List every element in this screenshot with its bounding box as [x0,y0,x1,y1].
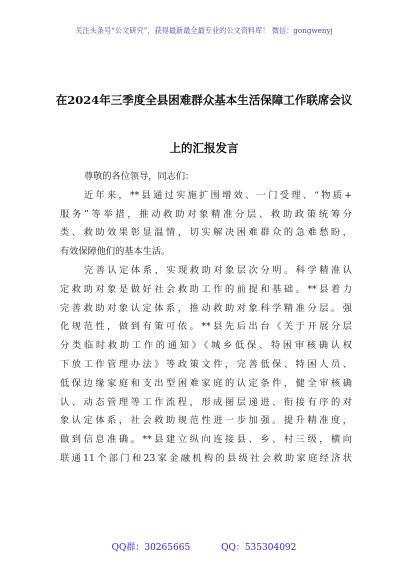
salutation: 尊敬的各位领导，同志们： [84,171,195,182]
footer-qq: QQ：535304092 [221,543,297,553]
document-body [60,168,352,469]
paragraph-line: 分类临时救助工作的通知》《城乡低保、特困审核确认权 [60,340,352,352]
paragraph-line: 完善认定体系，实现救助对象层次分明。科学精准认 [84,264,352,276]
paragraph-line: 做到信息准确。**县建立纵向连接县、乡、村三级，横向 [60,434,352,446]
paragraph-line: 化规范性，做到有策可依。**县先后出台《关于开展分层 [60,321,352,333]
paragraph-line: 类、救助效果彰显温情，切实解决困难群众的急难愁盼， [60,227,352,239]
footer-qq-group: QQ群：30265665 [111,543,191,553]
paragraph-line: 服务”等举措，推动救助对象精准分层、救助政策统筹分 [60,208,352,220]
paragraph-line: 认、动态管理等工作流程，形成图层递进、衔接有序的对 [60,396,352,408]
paragraph-line: 下放工作管理办法》等政策文件，完善低保、特困人员、 [60,358,352,370]
document-title-line-1: 在2024年三季度全县困难群众基本生活保障工作联席会议 [55,93,353,107]
footer-contact [0,540,408,553]
paragraph-line: 近年来，**县通过实施扩围增效、一门受理、“物质+ [84,189,352,201]
document-title-line-2: 上的汇报发言 [169,141,239,155]
paragraph-line: 定救助对象是做好社会救助工作的前提和基础。**县着力 [60,283,352,295]
paragraph-line: 有效保障他们的基本生活。 [60,246,171,258]
header-banner: 关注头条号“公文研究”，获得最新最全最专业的公文资料库！ 微信：gongwenyj [75,26,333,35]
paragraph-line: 联通11个部门和23家金融机构的县级社会救助家庭经济状 [60,452,352,464]
paragraph-line: 低保边缘家庭和支出型困难家庭的认定条件，健全审核确 [60,377,352,389]
paragraph-line: 象认定体系，社会救助规范性进一步加强。提升精准度， [60,415,352,427]
paragraph-line: 完善救助对象认定体系，推动救助对象科学精准分层。强 [60,302,352,314]
